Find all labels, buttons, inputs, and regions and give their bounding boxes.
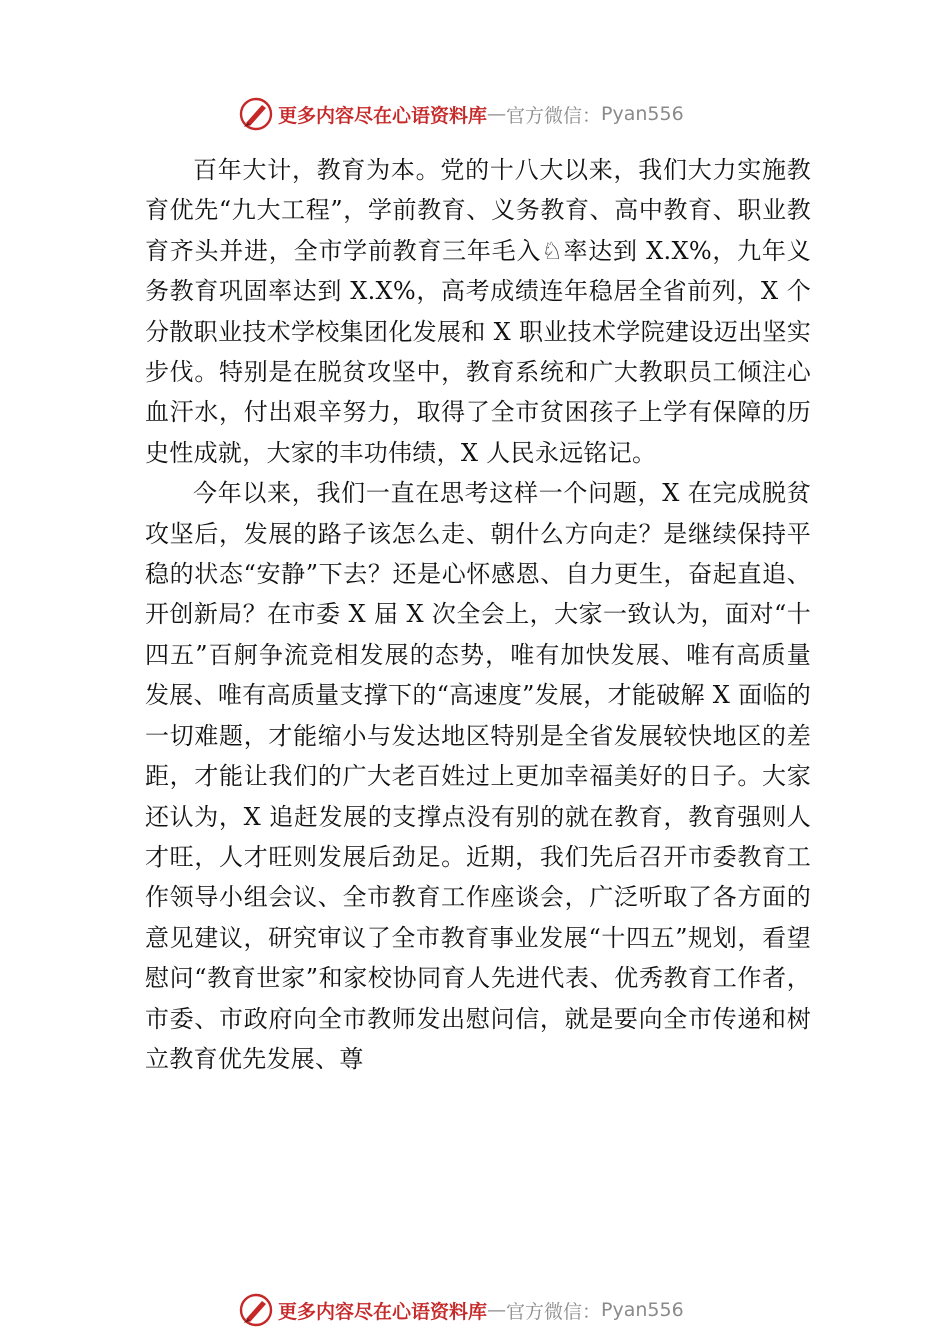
header-banner: [238, 94, 758, 134]
pen-logo-icon: [238, 1292, 274, 1328]
header-wechat-id: Pyan556: [601, 103, 684, 125]
footer-banner: [238, 1290, 758, 1330]
document-body: [145, 150, 811, 1079]
header-dash: —: [487, 103, 507, 125]
footer-dash: —: [487, 1299, 507, 1321]
paragraph-2: 今年以来，我们一直在思考这样一个问题，X 在完成脱贫攻坚后，发展的路子该怎么走、朝什么方向走？是继续保持平稳的状态“安静”下去？还是心怀感恩、自力更生，奋起直追、开创新局？在市委 X 届 X 次全会上，大家一致认为，面对“十四五”百舸争流竞相发展的态势，唯有加快发展、唯有高质量发展、唯有高质量支撑下的“高速度”发展，才能破解 X 面临的一切难题，才能缩小与发达地区特别是全省发展较快地区的差距，才能让我们的广大老百姓过上更加幸福美好的日子。大家还认为，X 追赶发展的支撑点没有别的就在教育，教育强则人才旺，人才旺则发展后劲足。近期，我们先后召开市委教育工作领导小组会议、全市教育工作座谈会，广泛听取了各方面的意见建议，研究审议了全市教育事业发展“十四五”规划，看望慰问“教育世家”和家校协同育人先进代表、优秀教育工作者，市委、市政府向全市教师发出慰问信，就是要向全市传递和树立教育优先发展、尊: [145, 479, 811, 1073]
header-wechat-label: 官方微信：: [506, 104, 602, 127]
footer-brand-text: 更多内容尽在心语资料库: [278, 1300, 488, 1323]
footer-wechat-label: 官方微信：: [506, 1300, 602, 1323]
footer-wechat-id: Pyan556: [601, 1299, 684, 1321]
paragraph-1: 百年大计，教育为本。党的十八大以来，我们大力实施教育优先“九大工程”，学前教育、义务教育、高中教育、职业教育齐头并进，全市学前教育三年毛入♘率达到 X.X%，九年义务教育巩固率达到 X.X%，高考成绩连年稳居全省前列，X 个分散职业技术学校集团化发展和 X 职业技术学院建设迈出坚实步伐。特别是在脱贫攻坚中，教育系统和广大教职员工倾注心血汗水，付出艰辛努力，取得了全市贫困孩子上学有保障的历史性成就，大家的丰功伟绩，X 人民永远铭记。: [145, 156, 811, 467]
pen-logo-icon: [238, 96, 274, 132]
header-brand-text: 更多内容尽在心语资料库: [278, 104, 488, 127]
